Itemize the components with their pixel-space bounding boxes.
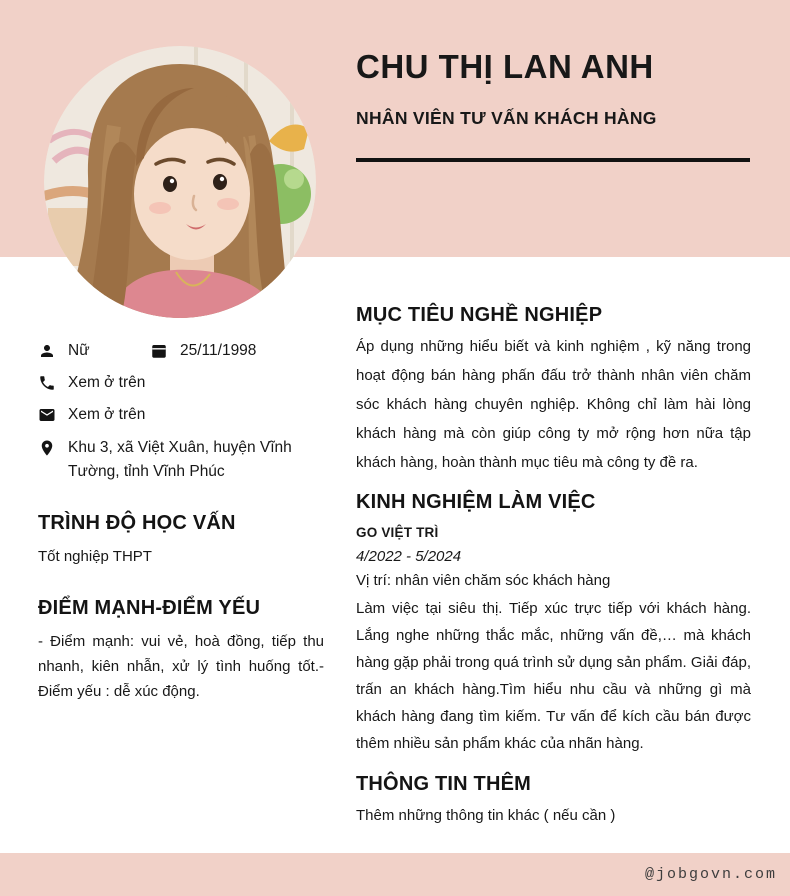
section-heading-objective: MỤC TIÊU NGHỀ NGHIỆP — [356, 304, 603, 326]
phone-value: Xem ở trên — [68, 374, 146, 391]
section-heading-education: TRÌNH ĐỘ HỌC VẤN — [38, 512, 236, 534]
section-heading-additional: THÔNG TIN THÊM — [356, 773, 532, 795]
profile-photo-illustration — [44, 46, 316, 318]
header-divider — [356, 158, 750, 162]
email-value: Xem ở trên — [68, 406, 146, 423]
section-heading-experience: KINH NGHIỆM LÀM VIỆC — [356, 491, 596, 513]
gender-pair — [38, 342, 150, 360]
contact-row-gender-birthday — [38, 340, 324, 362]
left-column — [38, 340, 324, 704]
header-text-block — [356, 48, 751, 162]
section-heading-strengths: ĐIỂM MẠNH-ĐIỂM YẾU — [38, 597, 261, 619]
calendar-icon — [150, 342, 168, 360]
address-value: Khu 3, xã Việt Xuân, huyện Vĩnh Tường, tỉnh Vĩnh Phúc — [68, 439, 292, 480]
email-icon — [38, 406, 56, 424]
phone-icon — [38, 374, 56, 392]
company-name: GO VIỆT TRÌ — [356, 525, 439, 540]
footer-band — [0, 853, 790, 896]
profile-photo — [44, 46, 316, 318]
contact-row-address — [38, 436, 324, 484]
birthday-pair — [150, 342, 256, 360]
contact-row-email — [38, 404, 324, 426]
experience-description: Làm việc tại siêu thị. Tiếp xúc trực tiếp với khách hàng. Lắng nghe những thắc mắc, những vấn đề,… mà khách hàng gặp phải trong quá trình sử dụng sản phẩm. Giải đáp, trấn an khách hàng.Tìm hiểu nhu cầu và những gì mà khách hàng đang tìm kiếm. Tư vấn để kích cầu bán được thêm nhiều sản phẩm khác của nhãn hàng. — [356, 600, 751, 752]
work-period: 4/2022 - 5/2024 — [356, 548, 462, 565]
right-column — [356, 302, 751, 827]
person-icon — [38, 342, 56, 360]
strengths-body: - Điểm mạnh: vui vẻ, hoà đồng, tiếp thu nhanh, kiên nhẫn, xử lý tình huống tốt.- Điểm yếu : dễ xúc động. — [38, 633, 324, 700]
work-position: Vị trí: nhân viên chăm sóc khách hàng — [356, 572, 611, 589]
education-body: Tốt nghiệp THPT — [38, 548, 152, 565]
job-title: NHÂN VIÊN TƯ VẤN KHÁCH HÀNG — [356, 108, 657, 128]
birthday-value: 25/11/1998 — [180, 342, 257, 359]
gender-value: Nữ — [68, 342, 90, 359]
candidate-name: CHU THỊ LAN ANH — [356, 48, 654, 85]
additional-body: Thêm những thông tin khác ( nếu cần ) — [356, 807, 616, 824]
watermark: @jobgovn.com — [644, 866, 777, 883]
contact-info — [38, 340, 324, 484]
location-pin-icon — [38, 439, 56, 457]
contact-row-phone — [38, 372, 324, 394]
objective-body: Áp dụng những hiểu biết và kinh nghiệm , kỹ năng trong hoạt động bán hàng phấn đấu trở thành nhân viên chăm sóc khách hàng chuyên nghiệp. Không chỉ làm hài lòng khách hàng mà còn giúp công ty mở rộng hơn nữa tập khách hàng, hoàn thành mục tiêu mà công ty đề ra. — [356, 338, 751, 471]
